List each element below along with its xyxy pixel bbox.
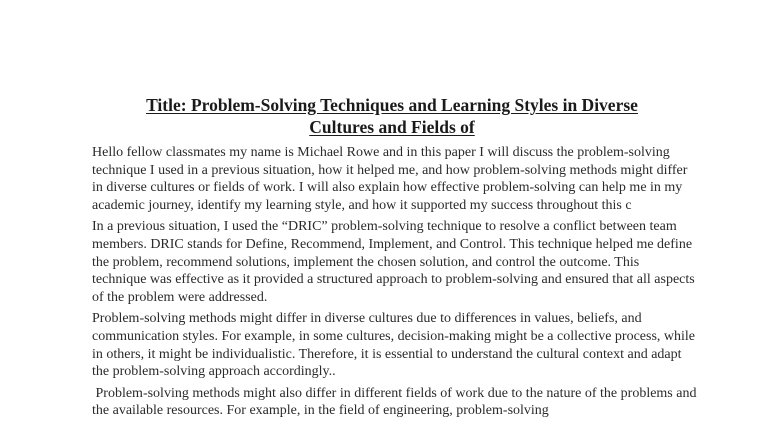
paragraph-cultures: Problem-solving methods might differ in diverse cultures due to differences in values, beliefs, and communication styles. For example, in some cultures, decision-making might be a collective process, while in others, it might be individualistic. Therefore, it is essential to understand the cultural context and adapt the problem-solving approach accordingly.. xyxy=(92,311,699,380)
title-line-2: Cultures and Fields of xyxy=(309,117,475,137)
paragraph-dric-technique: In a previous situation, I used the “DRIC” problem-solving technique to resolve a conflict between team members. DRIC stands for Define, Recommend, Implement, and Control. This technique helped me define the problem, recommend solutions, implement the chosen solution, and control the outcome. This technique was effective as it provided a structured approach to problem-solving and ensured that all aspects of the problem were addressed. xyxy=(92,219,699,305)
document-body xyxy=(92,144,700,424)
title-line-1: Title: Problem-Solving Techniques and Learning Styles in Diverse xyxy=(146,95,638,115)
paragraph-fields-of-work: Problem-solving methods might also differ in different fields of work due to the nature of the problems and the available resources. For example, in the field of engineering, problem-solving xyxy=(92,385,700,419)
document-title xyxy=(92,94,692,138)
paragraph-intro: Hello fellow classmates my name is Michael Rowe and in this paper I will discuss the problem-solving technique I used in a previous situation, how it helped me, and how problem-solving methods might differ in diverse cultures or fields of work. I will also explain how effective problem-solving can help me in my academic journey, identify my learning style, and how it supported my success throughout this c xyxy=(92,145,691,213)
